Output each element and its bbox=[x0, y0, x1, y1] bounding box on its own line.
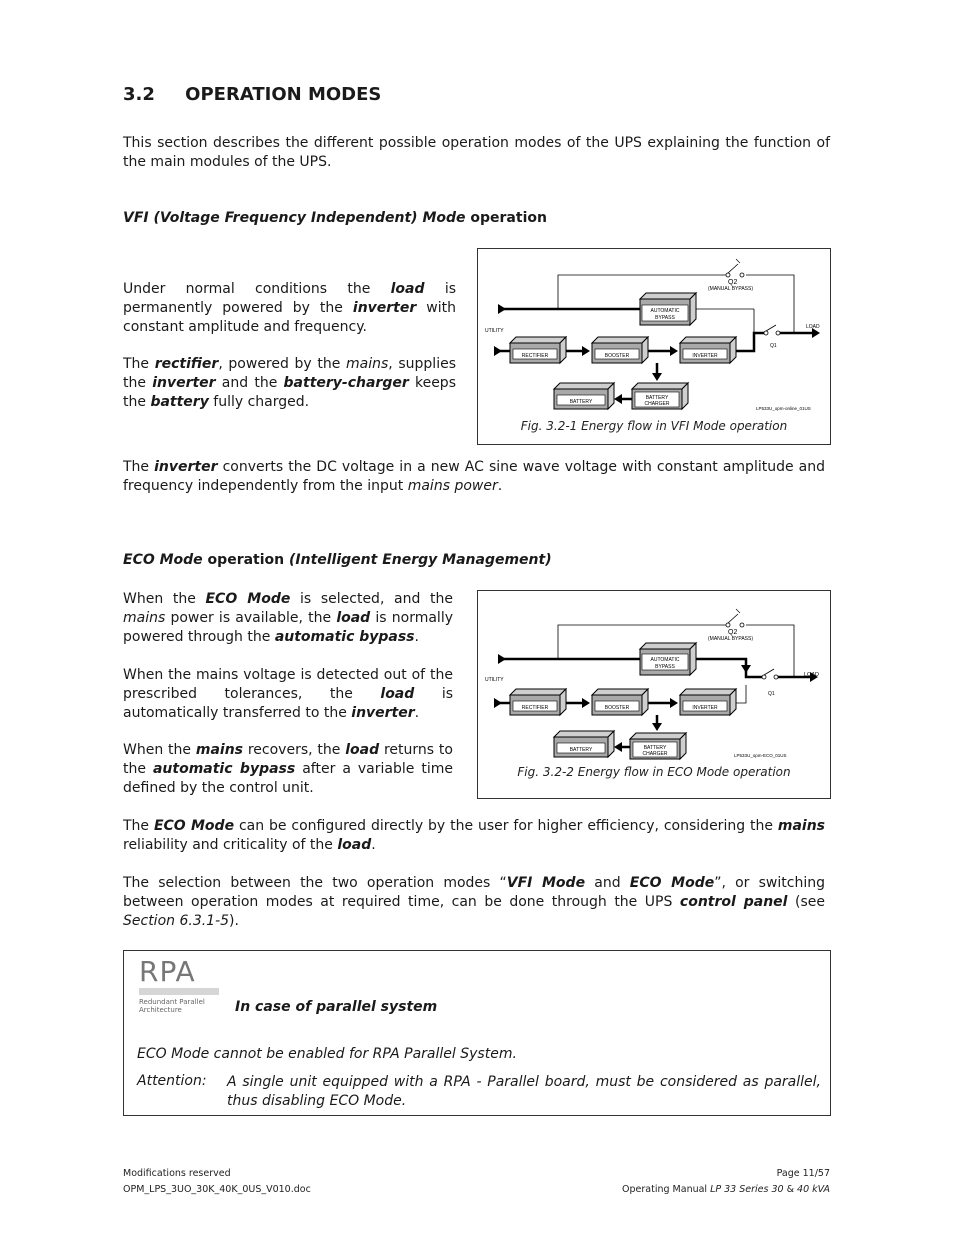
eco-figure-caption: Fig. 3.2-2 Energy flow in ECO Mode operation bbox=[517, 765, 791, 779]
q1-switch-icon bbox=[762, 669, 778, 679]
footer-doc-name: OPM_LPS_3UO_30K_40K_0US_V010.doc bbox=[123, 1184, 311, 1195]
q1-label: Q1 bbox=[770, 343, 777, 349]
svg-text:UTILITY: UTILITY bbox=[485, 677, 504, 683]
svg-text:BYPASS: BYPASS bbox=[655, 315, 675, 321]
rpa-line1: ECO Mode cannot be enabled for RPA Parallel System. bbox=[137, 1046, 517, 1062]
rectifier-block bbox=[510, 337, 566, 363]
figure-code: LP533U_opm-ECO_01US bbox=[734, 753, 787, 758]
eco-paragraph-2: When the mains voltage is detected out of the prescribed tolerances, the load is automatically transferred to the inverter. bbox=[123, 667, 454, 721]
automatic-bypass-block bbox=[640, 293, 696, 325]
intro-paragraph: This section describes the different possible operation modes of the UPS explaining the function of the main modules of the UPS. bbox=[123, 135, 830, 170]
footer-modifications: Modifications reserved bbox=[123, 1168, 231, 1179]
vfi-figure bbox=[477, 248, 831, 445]
svg-text:BATTERY: BATTERY bbox=[643, 745, 667, 751]
inverter-block bbox=[680, 689, 736, 715]
rpa-title: In case of parallel system bbox=[235, 999, 438, 1015]
vfi-paragraph-1: Under normal conditions the load is permanently powered by the inverter with constant amplitude and frequency. bbox=[123, 281, 456, 335]
eco-paragraph-5: The selection between the two operation modes “VFI Mode and ECO Mode”, or switching between operation modes at required time, can be done through the UPS control panel (see Section 6.3.1-5). bbox=[123, 875, 825, 929]
footer-left bbox=[123, 1166, 311, 1198]
section-title: OPERATION MODES bbox=[185, 84, 382, 105]
svg-text:BOOSTER: BOOSTER bbox=[604, 705, 630, 711]
svg-text:BYPASS: BYPASS bbox=[655, 664, 675, 670]
vfi-figure-caption: Fig. 3.2-1 Energy flow in VFI Mode operation bbox=[520, 419, 788, 433]
vfi-heading: VFI (Voltage Frequency Independent) Mode operation bbox=[123, 210, 547, 226]
booster-block bbox=[592, 689, 648, 715]
footer-page-number: Page 11/57 bbox=[776, 1168, 830, 1179]
eco-paragraph-4: The ECO Mode can be configured directly by the user for higher efficiency, considering the mains reliability and criticality of the load. bbox=[123, 818, 825, 853]
svg-text:RECTIFIER: RECTIFIER bbox=[521, 705, 549, 711]
svg-text:BOOSTER: BOOSTER bbox=[604, 353, 630, 359]
eco-paragraph-3: When the mains recovers, the load returns to the automatic bypass after a variable time defined by the control unit. bbox=[123, 742, 453, 796]
eco-figure bbox=[477, 590, 831, 799]
q1-switch-icon bbox=[764, 325, 780, 335]
utility-label: UTILITY bbox=[485, 328, 504, 334]
svg-text:RECTIFIER: RECTIFIER bbox=[521, 353, 549, 359]
svg-text:AUTOMATIC: AUTOMATIC bbox=[650, 657, 680, 663]
battery-block bbox=[554, 383, 614, 409]
manual-bypass-label: (MANUAL BYPASS) bbox=[708, 286, 754, 292]
q2-label: Q2 bbox=[728, 279, 738, 286]
load-label: LOAD bbox=[806, 324, 820, 330]
figure-code: LP533U_opm-online_01US bbox=[756, 406, 811, 411]
vfi-paragraph-3: The inverter converts the DC voltage in a new AC sine wave voltage with constant amplitude and frequency independently from the input mains power. bbox=[123, 459, 825, 494]
svg-text:INVERTER: INVERTER bbox=[692, 353, 718, 359]
svg-text:BATTERY: BATTERY bbox=[645, 395, 669, 401]
svg-text:(MANUAL BYPASS): (MANUAL BYPASS) bbox=[708, 636, 754, 642]
eco-energy-flow-diagram bbox=[478, 591, 830, 766]
svg-text:LOAD: LOAD bbox=[804, 672, 819, 678]
footer-right bbox=[622, 1166, 830, 1198]
automatic-bypass-block bbox=[640, 643, 696, 675]
battery-charger-block bbox=[630, 733, 686, 759]
q2-switch-icon bbox=[726, 259, 744, 277]
svg-text:Q1: Q1 bbox=[768, 691, 775, 697]
svg-text:BATTERY: BATTERY bbox=[569, 399, 593, 405]
rpa-attention-text: A single unit equipped with a RPA - Parallel board, must be considered as parallel, thus disabling ECO Mode. bbox=[227, 1074, 821, 1109]
rpa-note-box bbox=[123, 950, 831, 1116]
rectifier-block bbox=[510, 689, 566, 715]
eco-heading: ECO Mode operation (Intelligent Energy Management) bbox=[123, 552, 552, 568]
section-heading bbox=[123, 84, 381, 105]
inverter-block bbox=[680, 337, 736, 363]
battery-charger-block bbox=[632, 383, 688, 409]
vfi-paragraph-2: The rectifier, powered by the mains, supplies the inverter and the battery-charger keeps the battery fully charged. bbox=[123, 356, 456, 410]
battery-block bbox=[554, 731, 614, 757]
svg-text:INVERTER: INVERTER bbox=[692, 705, 718, 711]
rpa-logo: RPA Redundant Parallel Architecture bbox=[139, 957, 219, 1014]
eco-paragraph-1: When the ECO Mode is selected, and the mains power is available, the load is normally powered through the automatic bypass. bbox=[123, 591, 454, 645]
svg-text:BATTERY: BATTERY bbox=[569, 747, 593, 753]
rpa-attention-label: Attention: bbox=[137, 1073, 207, 1089]
footer-manual-title: Operating Manual LP 33 Series 30 & 40 kVA bbox=[622, 1184, 830, 1195]
svg-text:AUTOMATIC: AUTOMATIC bbox=[650, 308, 680, 314]
vfi-energy-flow-diagram bbox=[478, 249, 830, 419]
booster-block bbox=[592, 337, 648, 363]
section-number: 3.2 bbox=[123, 84, 155, 105]
q2-switch-icon bbox=[726, 609, 744, 627]
svg-text:CHARGER: CHARGER bbox=[644, 401, 670, 407]
svg-text:CHARGER: CHARGER bbox=[642, 751, 668, 757]
svg-text:Q2: Q2 bbox=[728, 629, 738, 636]
